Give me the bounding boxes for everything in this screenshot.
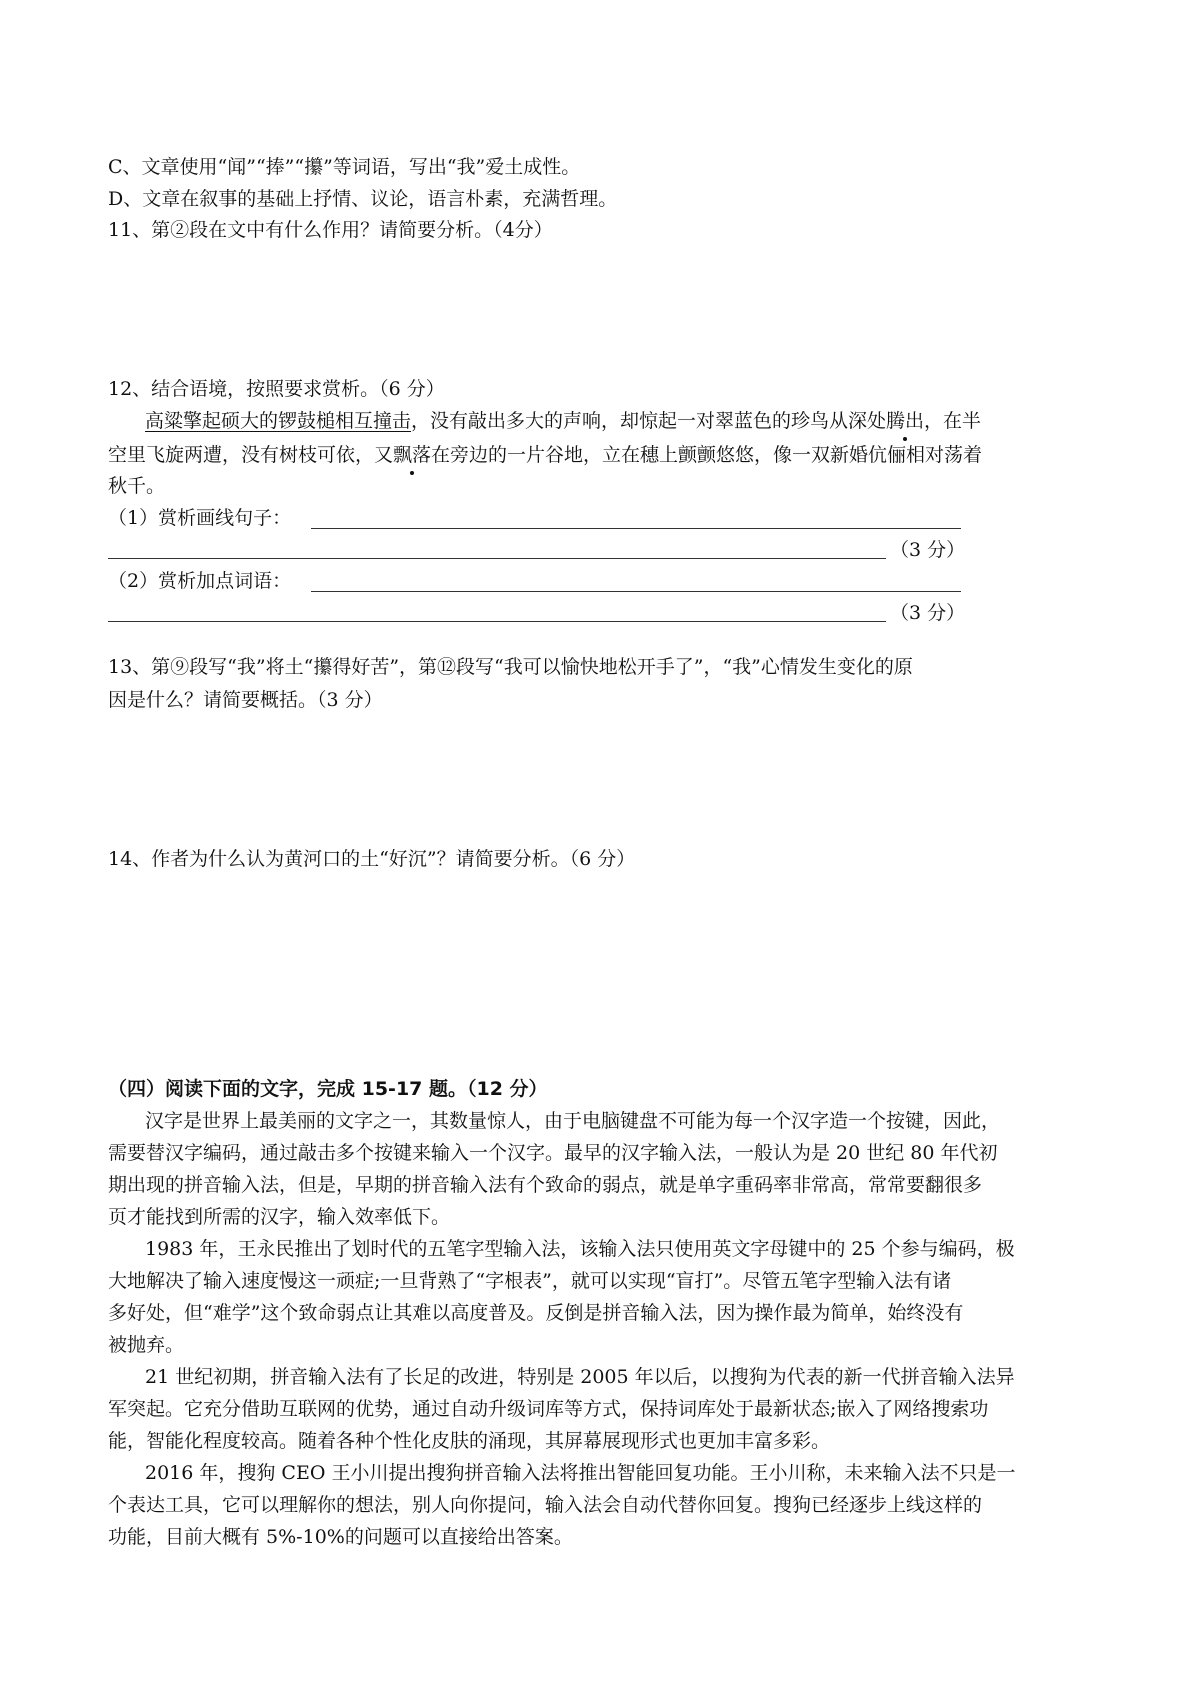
q12-passage-line-1 bbox=[145, 409, 981, 433]
paragraph-line: 1983 年，王永民推出了划时代的五笔字型输入法，该输入法只使用英文字母键中的 25 个参与编码，极 bbox=[145, 1238, 1015, 1260]
answer-blank-1a[interactable] bbox=[311, 528, 961, 529]
paragraph-line: 功能，目前大概有 5%-10%的问题可以直接给出答案。 bbox=[108, 1526, 573, 1548]
q12-passage-line-2 bbox=[108, 443, 982, 467]
answer-blank-2b[interactable] bbox=[108, 621, 886, 622]
paragraph-line: 军突起。它充分借助互联网的优势，通过自动升级词库等方式，保持词库处于最新状态;嵌入了网络搜索功 bbox=[108, 1398, 989, 1420]
option-d: D、文章在叙事的基础上抒情、议论，语言朴素，充满哲理。 bbox=[108, 188, 618, 210]
section-4-heading: （四）阅读下面的文字，完成 15-17 题。（12 分） bbox=[108, 1078, 548, 1100]
paragraph-line: 2016 年，搜狗 CEO 王小川提出搜狗拼音输入法将推出智能回复功能。王小川称，未来输入法不只是一 bbox=[145, 1462, 1016, 1484]
paragraph-line: 能，智能化程度较高。随着各种个性化皮肤的涌现，其屏幕展现形式也更加丰富多彩。 bbox=[108, 1430, 831, 1452]
q12-passage-text-4: 在旁边的一片谷地，立在穗上颤颤悠悠，像一双新婚伉俪相对荡着 bbox=[431, 444, 983, 466]
score-3-a: （3 分） bbox=[890, 539, 966, 561]
dotted-word-2: 飘落 bbox=[393, 444, 432, 466]
underlined-sentence: 高粱擎起硕大的锣鼓槌相互撞击 bbox=[145, 410, 412, 432]
q12-passage-text-2: ，在半 bbox=[924, 410, 982, 432]
q12-sub1-label: （1）赏析画线句子： bbox=[108, 507, 292, 529]
answer-blank-2a[interactable] bbox=[311, 591, 961, 592]
paragraph-line: 期出现的拼音输入法，但是，早期的拼音输入法有个致命的弱点，就是单字重码率非常高，常常要翻很多 bbox=[108, 1174, 983, 1196]
paragraph-line: 21 世纪初期，拼音输入法有了长足的改进，特别是 2005 年以后，以搜狗为代表的新一代拼音输入法异 bbox=[145, 1366, 1015, 1388]
paragraph-line: 页才能找到所需的汉字，输入效率低下。 bbox=[108, 1206, 451, 1228]
paragraph-line: 汉字是世界上最美丽的文字之一，其数量惊人，由于电脑键盘不可能为每一个汉字造一个按键，因此， bbox=[145, 1110, 1001, 1132]
q12-passage-text-1: ，没有敲出多大的声响，却惊起一对翠蓝色的珍鸟从深处 bbox=[411, 410, 887, 432]
dotted-word-1: 腾出 bbox=[886, 410, 925, 432]
answer-blank-1b[interactable] bbox=[108, 558, 886, 559]
paragraph-line: 大地解决了输入速度慢这一顽症;一旦背熟了“字根表”，就可以实现“盲打”。尽管五笔字型输入法有诸 bbox=[108, 1270, 952, 1292]
question-11: 11、第②段在文中有什么作用？请简要分析。（4分） bbox=[108, 219, 553, 241]
score-3-b: （3 分） bbox=[890, 602, 966, 624]
paragraph-line: 被抛弃。 bbox=[108, 1334, 185, 1356]
question-14: 14、作者为什么认为黄河口的土“好沉”？请简要分析。（6 分） bbox=[108, 848, 636, 870]
question-13-line-1: 13、第⑨段写“我”将土“攥得好苦”，第⑫段写“我可以愉快地松开手了”，“我”心情发生变化的原 bbox=[108, 656, 913, 678]
option-c: C、文章使用“闻”“捧”“攥”等词语，写出“我”爱土成性。 bbox=[108, 156, 581, 178]
question-12: 12、结合语境，按照要求赏析。（6 分） bbox=[108, 378, 445, 400]
q12-passage-text-3: 空里飞旋两遭，没有树枝可依，又 bbox=[108, 444, 394, 466]
q12-passage-line-3: 秋千。 bbox=[108, 475, 166, 497]
question-13-line-2: 因是什么？请简要概括。（3 分） bbox=[108, 689, 383, 711]
paragraph-line: 需要替汉字编码，通过敲击多个按键来输入一个汉字。最早的汉字输入法，一般认为是 20 世纪 80 年代初 bbox=[108, 1142, 998, 1164]
paragraph-line: 多好处，但“难学”这个致命弱点让其难以高度普及。反倒是拼音输入法，因为操作最为简单，始终没有 bbox=[108, 1302, 964, 1324]
paragraph-line: 个表达工具，它可以理解你的想法，别人向你提问，输入法会自动代替你回复。搜狗已经逐步上线这样的 bbox=[108, 1494, 983, 1516]
q12-sub2-label: （2）赏析加点词语： bbox=[108, 570, 292, 592]
